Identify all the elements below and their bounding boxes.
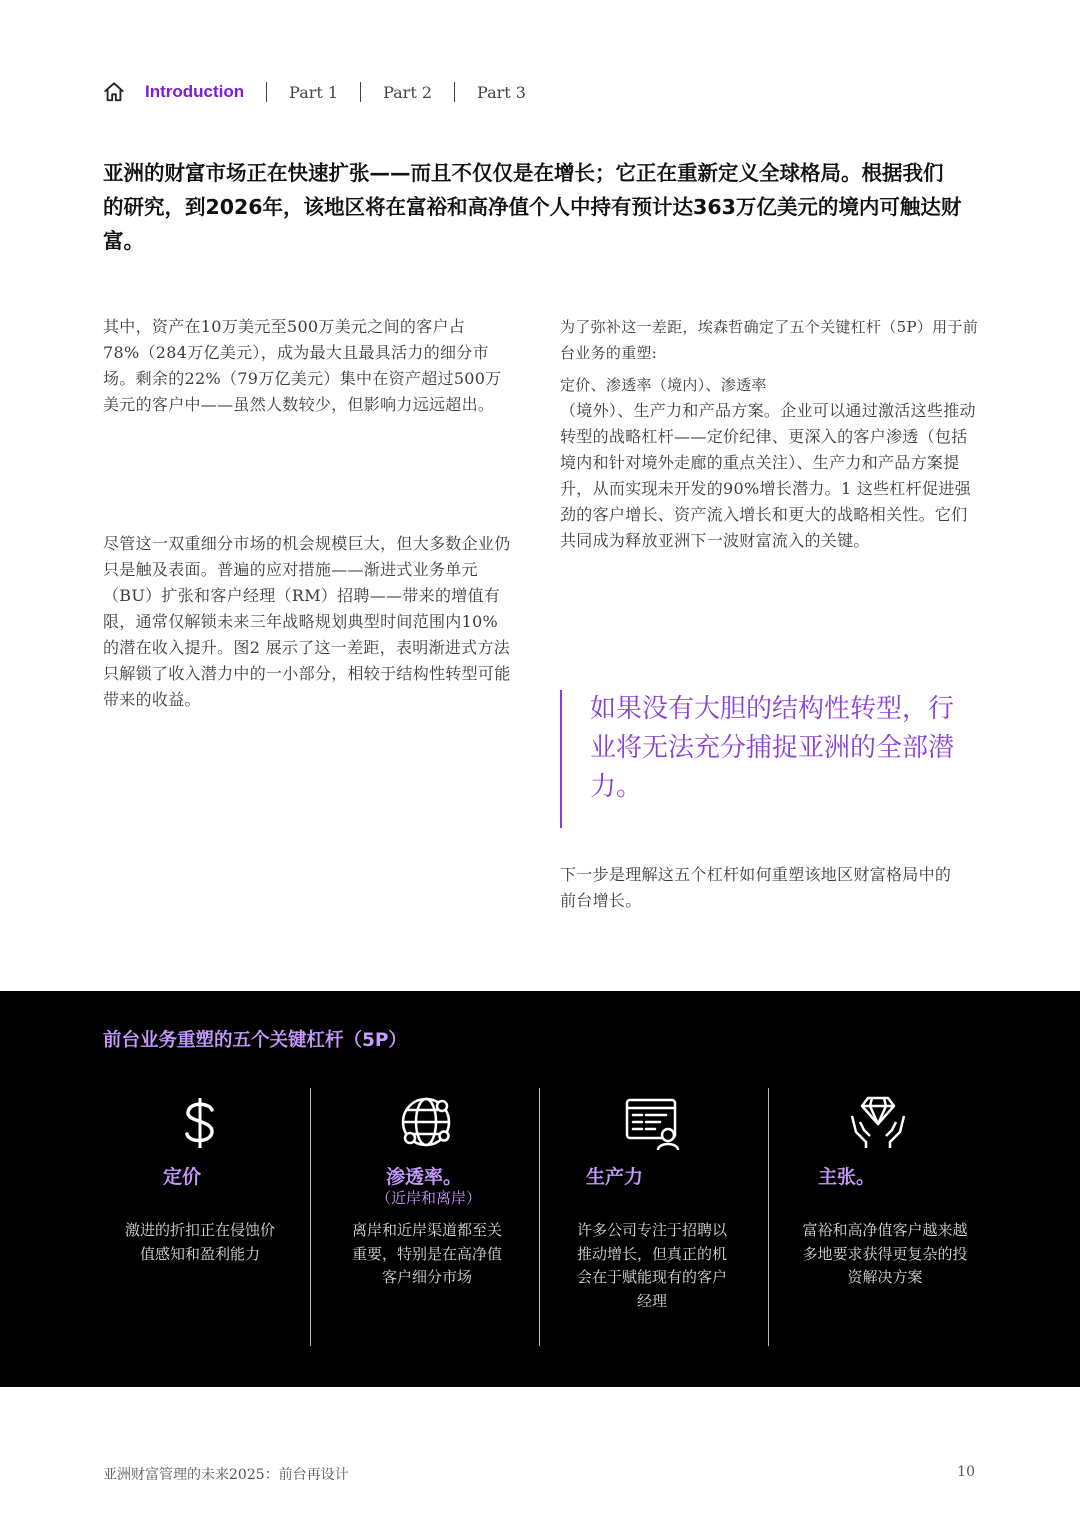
pull-quote — [560, 690, 960, 828]
lever-title: 生产力 — [586, 1166, 644, 1188]
lever-productivity — [560, 1088, 750, 1346]
nav-tab-part-1[interactable]: Part 1 — [289, 82, 339, 102]
footer-title: 亚洲财富管理的未来2025：前台再设计 — [103, 1467, 349, 1483]
right-paragraph-1 — [560, 314, 980, 554]
top-nav — [103, 78, 526, 106]
lever-penetration — [330, 1088, 530, 1346]
nav-divider — [266, 82, 267, 102]
nav-divider — [454, 82, 455, 102]
globe-icon — [396, 1092, 456, 1152]
lever-desc: 激进的折扣正在侵蚀价值感知和盈利能力 — [125, 1221, 276, 1263]
lever-desc: 许多公司专注于招聘以推动增长，但真正的机会在于赋能现有的客户经理 — [577, 1221, 728, 1310]
levers-title: 前台业务重塑的五个关键杠杆（5P） — [103, 1030, 407, 1051]
nav-tab-part-2[interactable]: Part 2 — [383, 82, 433, 102]
home-icon[interactable] — [103, 81, 125, 103]
lever-pricing — [105, 1088, 295, 1346]
dollar-icon — [170, 1092, 230, 1152]
right-paragraph-3-text: （境外）、生产力和产品方案。企业可以通过激活这些推动转型的战略杠杆——定价纪律、更深入的客户渗透（包括境内和针对境外走廊的重点关注）、生产力和产品方案提升，从而实现未开发的90%增长潜力。1 这些杠杆促进强劲的客户增长、资产流入增长和更大的战略相关性。它们共同成为释放亚洲下一波财富流入的关键。 — [560, 401, 976, 550]
lever-title: 定价 — [163, 1166, 202, 1188]
right-paragraph-4-text: 下一步是理解这五个杠杆如何重塑该地区财富格局中的前台增长。 — [560, 865, 952, 910]
nav-divider — [360, 82, 361, 102]
right-paragraph-4 — [560, 862, 960, 914]
lever-proposition — [790, 1088, 980, 1346]
lever-divider — [539, 1088, 540, 1346]
lever-desc: 富裕和高净值客户越来越多地要求获得更复杂的投资解决方案 — [802, 1221, 968, 1286]
right-paragraph-1-text: 为了弥补这一差距，埃森哲确定了五个关键杠杆（5P）用于前台业务的重塑: — [560, 318, 979, 362]
nav-tab-part-3[interactable]: Part 3 — [477, 82, 526, 102]
productivity-icon — [622, 1092, 682, 1152]
nav-tab-introduction[interactable]: Introduction — [145, 82, 245, 101]
left-paragraph-1 — [103, 314, 513, 418]
lever-desc: 离岸和近岸渠道都至关重要，特别是在高净值客户细分市场 — [352, 1221, 503, 1286]
quote-bar — [560, 690, 562, 828]
right-paragraph-2-text: 定价、渗透率（境内）、渗透率 — [560, 376, 767, 394]
page-number: 10 — [957, 1464, 975, 1480]
lever-divider — [310, 1088, 311, 1346]
left-paragraph-2 — [103, 531, 513, 713]
lever-divider — [768, 1088, 769, 1346]
diamond-hands-icon — [848, 1092, 908, 1152]
left-paragraph-1-text: 其中，资产在10万美元至500万美元之间的客户占78%（284万亿美元），成为最大且最具活力的细分市场。剩余的22%（79万亿美元）集中在资产超过500万美元的客户中——虽然人数较少，但影响力远远超出。 — [103, 317, 502, 414]
lever-title: 主张。 — [818, 1166, 876, 1188]
lever-subtitle: （近岸和离岸） — [376, 1189, 482, 1207]
quote-text: 如果没有大胆的结构性转型，行业将无法充分捕捉亚洲的全部潜力。 — [590, 694, 955, 802]
lever-title: 渗透率。 — [386, 1166, 463, 1188]
left-paragraph-2-text: 尽管这一双重细分市场的机会规模巨大，但大多数企业仍只是触及表面。普遍的应对措施——渐进式业务单元（BU）扩张和客户经理（RM）招聘——带来的增值有限，通常仅解锁未来三年战略规划典型时间范围内10%的潜在收入提升。图2 展示了这一差距，表明渐进式方法只解锁了收入潜力中的一小部分，相较于结构性转型可能带来的收益。 — [103, 534, 511, 709]
lead-paragraph: 亚洲的财富市场正在快速扩张——而且不仅仅是在增长；它正在重新定义全球格局。根据我们的研究，到2026年，该地区将在富裕和高净值个人中持有预计达363万亿美元的境内可触达财富。 — [103, 161, 962, 253]
